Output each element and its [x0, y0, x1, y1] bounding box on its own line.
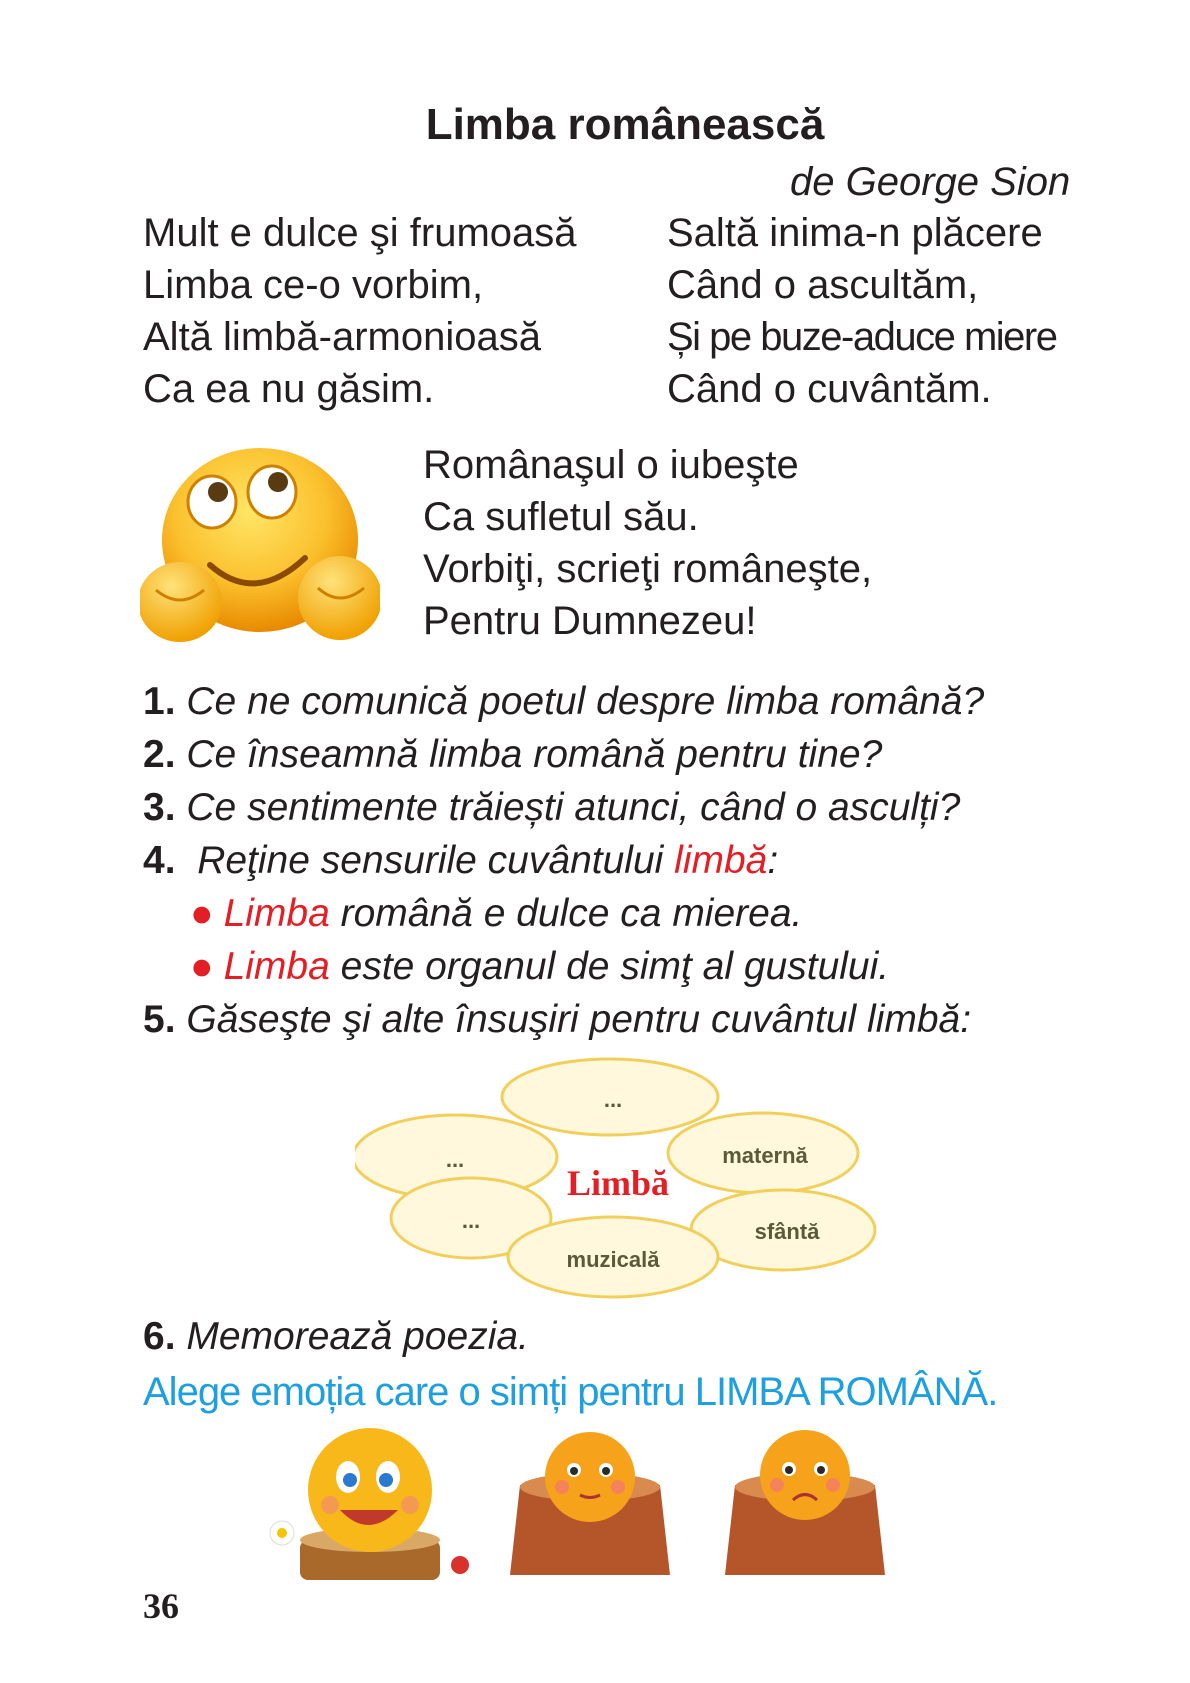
question-2: 2. Ce înseamnă limba română pentru tine?	[143, 733, 883, 776]
question-1: 1. Ce ne comunică poetul despre limba română?	[143, 680, 985, 723]
word-diagram	[355, 1055, 895, 1305]
bullet-dot-icon: ●	[190, 892, 214, 935]
petal-label: ...	[461, 1208, 481, 1233]
question-6: 6. Memorează poezia.	[143, 1315, 529, 1358]
poem-author: de George Sion	[790, 160, 1071, 204]
verse-line: Mult e dulce şi frumoasă	[143, 211, 577, 255]
petal-label: sfântă	[754, 1219, 820, 1244]
bullet-item: ● Limba română e dulce ca mierea.	[190, 892, 803, 935]
verse-line: Când o ascultăm,	[667, 263, 979, 307]
verse-line: Pentru Dumnezeu!	[423, 599, 757, 643]
verse-line: Ca ea nu găsim.	[143, 367, 435, 411]
bullet-item: ● Limba este organul de simţ al gustului.	[190, 945, 890, 988]
stanza-3	[423, 439, 872, 647]
question-5: 5. Găseşte şi alte însuşiri pentru cuvântul limbă:	[143, 998, 972, 1041]
stanza-2	[667, 207, 1056, 415]
verse-line: Când o cuvântăm.	[667, 367, 992, 411]
thinking-smiley-image	[140, 440, 380, 650]
petal-label: muzicală	[566, 1247, 660, 1272]
verse-line: Românaşul o iubeşte	[423, 443, 799, 487]
question-3: 3. Ce sentimente trăiești atunci, când o asculți?	[143, 786, 961, 829]
verse-line: Limba ce-o vorbim,	[143, 263, 484, 307]
petal-label: ...	[603, 1087, 623, 1112]
bullet-dot-icon: ●	[190, 945, 214, 988]
happy-face-choice[interactable]	[260, 1425, 480, 1585]
verse-line: Și pe buze-aduce miere	[667, 315, 1057, 359]
verse-line: Altă limbă-armonioasă	[143, 315, 541, 359]
emotion-prompt: Alege emoția care o simți pentru LIMBA ROMÂNĂ.	[143, 1370, 998, 1414]
neutral-face-choice[interactable]	[490, 1425, 690, 1585]
diagram-center-word: Limbă	[566, 1163, 670, 1203]
verse-line: Ca sufletul său.	[423, 495, 699, 539]
question-4: 4. Reţine sensurile cuvântului limbă:	[143, 839, 779, 882]
poem-title: Limba românească	[425, 100, 825, 149]
page-number: 36	[143, 1586, 179, 1626]
sad-face-choice[interactable]	[705, 1425, 905, 1585]
petal-label: maternă	[722, 1143, 808, 1168]
verse-line: Vorbiţi, scrieţi româneşte,	[423, 547, 873, 591]
stanza-1	[143, 207, 577, 415]
verse-line: Saltă inima-n plăcere	[667, 211, 1043, 255]
petal-label: ...	[445, 1147, 465, 1172]
